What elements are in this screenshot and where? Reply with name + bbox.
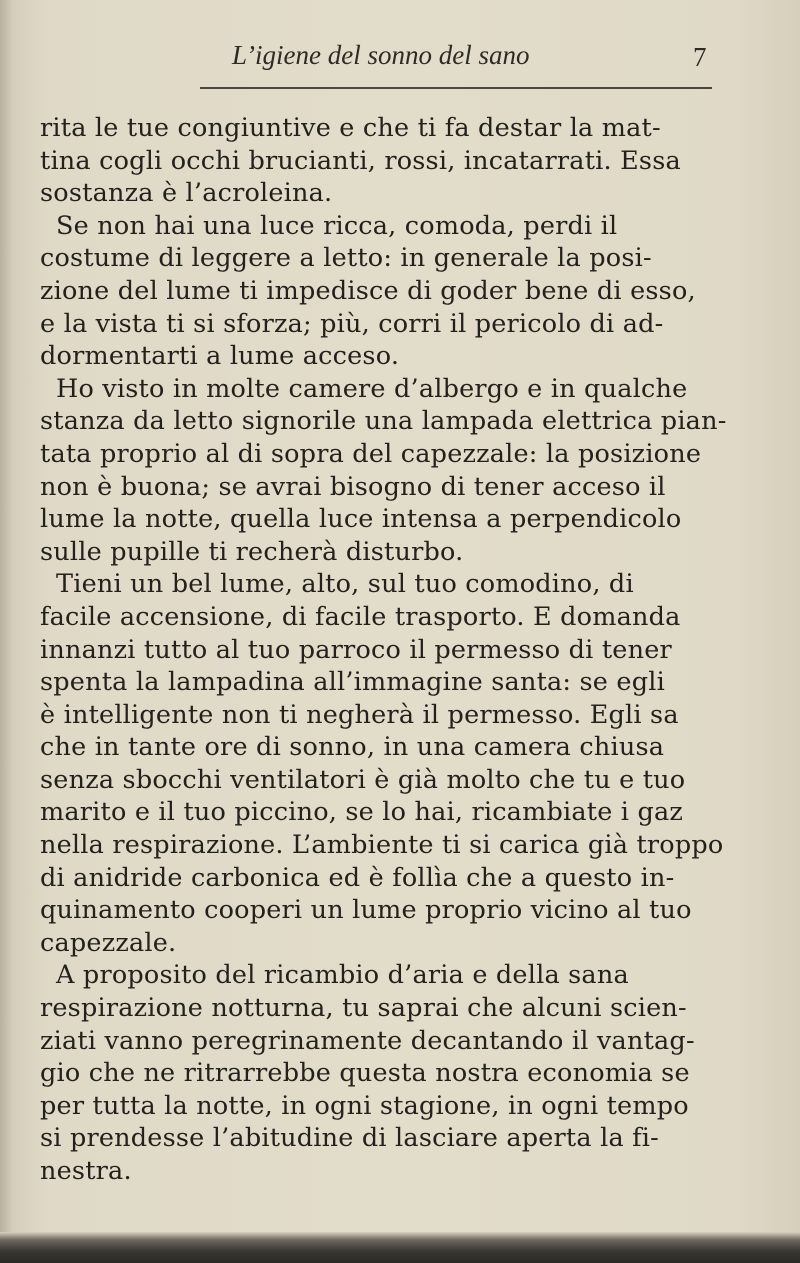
text-line: si prendesse l’abitudine di lasciare aperta la fi- bbox=[40, 1123, 659, 1154]
body-text bbox=[40, 112, 750, 1188]
text-line: sulle pupille ti recherà disturbo. bbox=[40, 536, 464, 567]
text-line: nestra. bbox=[40, 1156, 132, 1186]
running-title: L’igiene del sonno del sano bbox=[232, 40, 530, 70]
page-header bbox=[0, 40, 800, 80]
text-line: spenta la lampadina all’immagine santa: se egli bbox=[40, 667, 665, 698]
page-bottom-edge bbox=[0, 1232, 800, 1263]
text-line: facile accensione, di facile trasporto. E domanda bbox=[40, 601, 681, 632]
text-line: Se non hai una luce ricca, comoda, perdi il bbox=[56, 210, 618, 241]
text-line: gio che ne ritrarrebbe questa nostra economia se bbox=[40, 1058, 690, 1089]
text-line: che in tante ore di sonno, in una camera chiusa bbox=[40, 732, 665, 763]
text-line: stanza da letto signorile una lampada elettrica pian- bbox=[40, 406, 727, 437]
text-line: respirazione notturna, tu saprai che alcuni scien- bbox=[40, 993, 687, 1024]
text-line: è intelligente non ti negherà il permesso. Egli sa bbox=[40, 699, 679, 730]
text-line: dormentarti a lume acceso. bbox=[40, 341, 400, 372]
text-line: costume di leggere a letto: in generale la posi- bbox=[40, 243, 652, 274]
text-line: sostanza è l’acroleina. bbox=[40, 178, 333, 209]
text-line: quinamento cooperi un lume proprio vicino al tuo bbox=[40, 895, 692, 926]
text-line: di anidride carbonica ed è follìa che a questo in- bbox=[40, 862, 675, 893]
text-line: innanzi tutto al tuo parroco il permesso di tener bbox=[40, 634, 672, 665]
text-line: nella respirazione. L’ambiente ti si carica già troppo bbox=[40, 830, 724, 861]
page-number: 7 bbox=[693, 42, 707, 72]
text-line: Tieni un bel lume, alto, sul tuo comodino, di bbox=[56, 569, 634, 600]
page-gutter-shadow bbox=[0, 0, 14, 1263]
text-line: capezzale. bbox=[40, 927, 177, 958]
text-line: marito e il tuo piccino, se lo hai, ricambiate i gaz bbox=[40, 797, 684, 828]
text-line: rita le tue congiuntive e che ti fa destar la mat- bbox=[40, 113, 661, 143]
text-line: tata proprio al di sopra del capezzale: la posizione bbox=[40, 438, 702, 469]
text-line: non è buona; se avrai bisogno di tener acceso il bbox=[40, 471, 666, 502]
text-line: Ho visto in molte camere d’albergo e in qualche bbox=[56, 373, 688, 404]
text-line: tina cogli occhi brucianti, rossi, incatarrati. Essa bbox=[40, 145, 681, 176]
text-line: zione del lume ti impedisce di goder bene di esso, bbox=[40, 275, 696, 306]
text-line: ziati vanno peregrinamente decantando il vantag- bbox=[40, 1025, 695, 1056]
text-line: e la vista ti si sforza; più, corri il pericolo di ad- bbox=[40, 308, 664, 339]
text-line: per tutta la notte, in ogni stagione, in ogni tempo bbox=[40, 1090, 689, 1121]
text-line: A proposito del ricambio d’aria e della sana bbox=[56, 960, 629, 991]
text-line: lume la notte, quella luce intensa a perpendicolo bbox=[40, 504, 682, 535]
text-line: senza sbocchi ventilatori è già molto che tu e tuo bbox=[40, 764, 686, 795]
header-rule bbox=[200, 87, 712, 89]
